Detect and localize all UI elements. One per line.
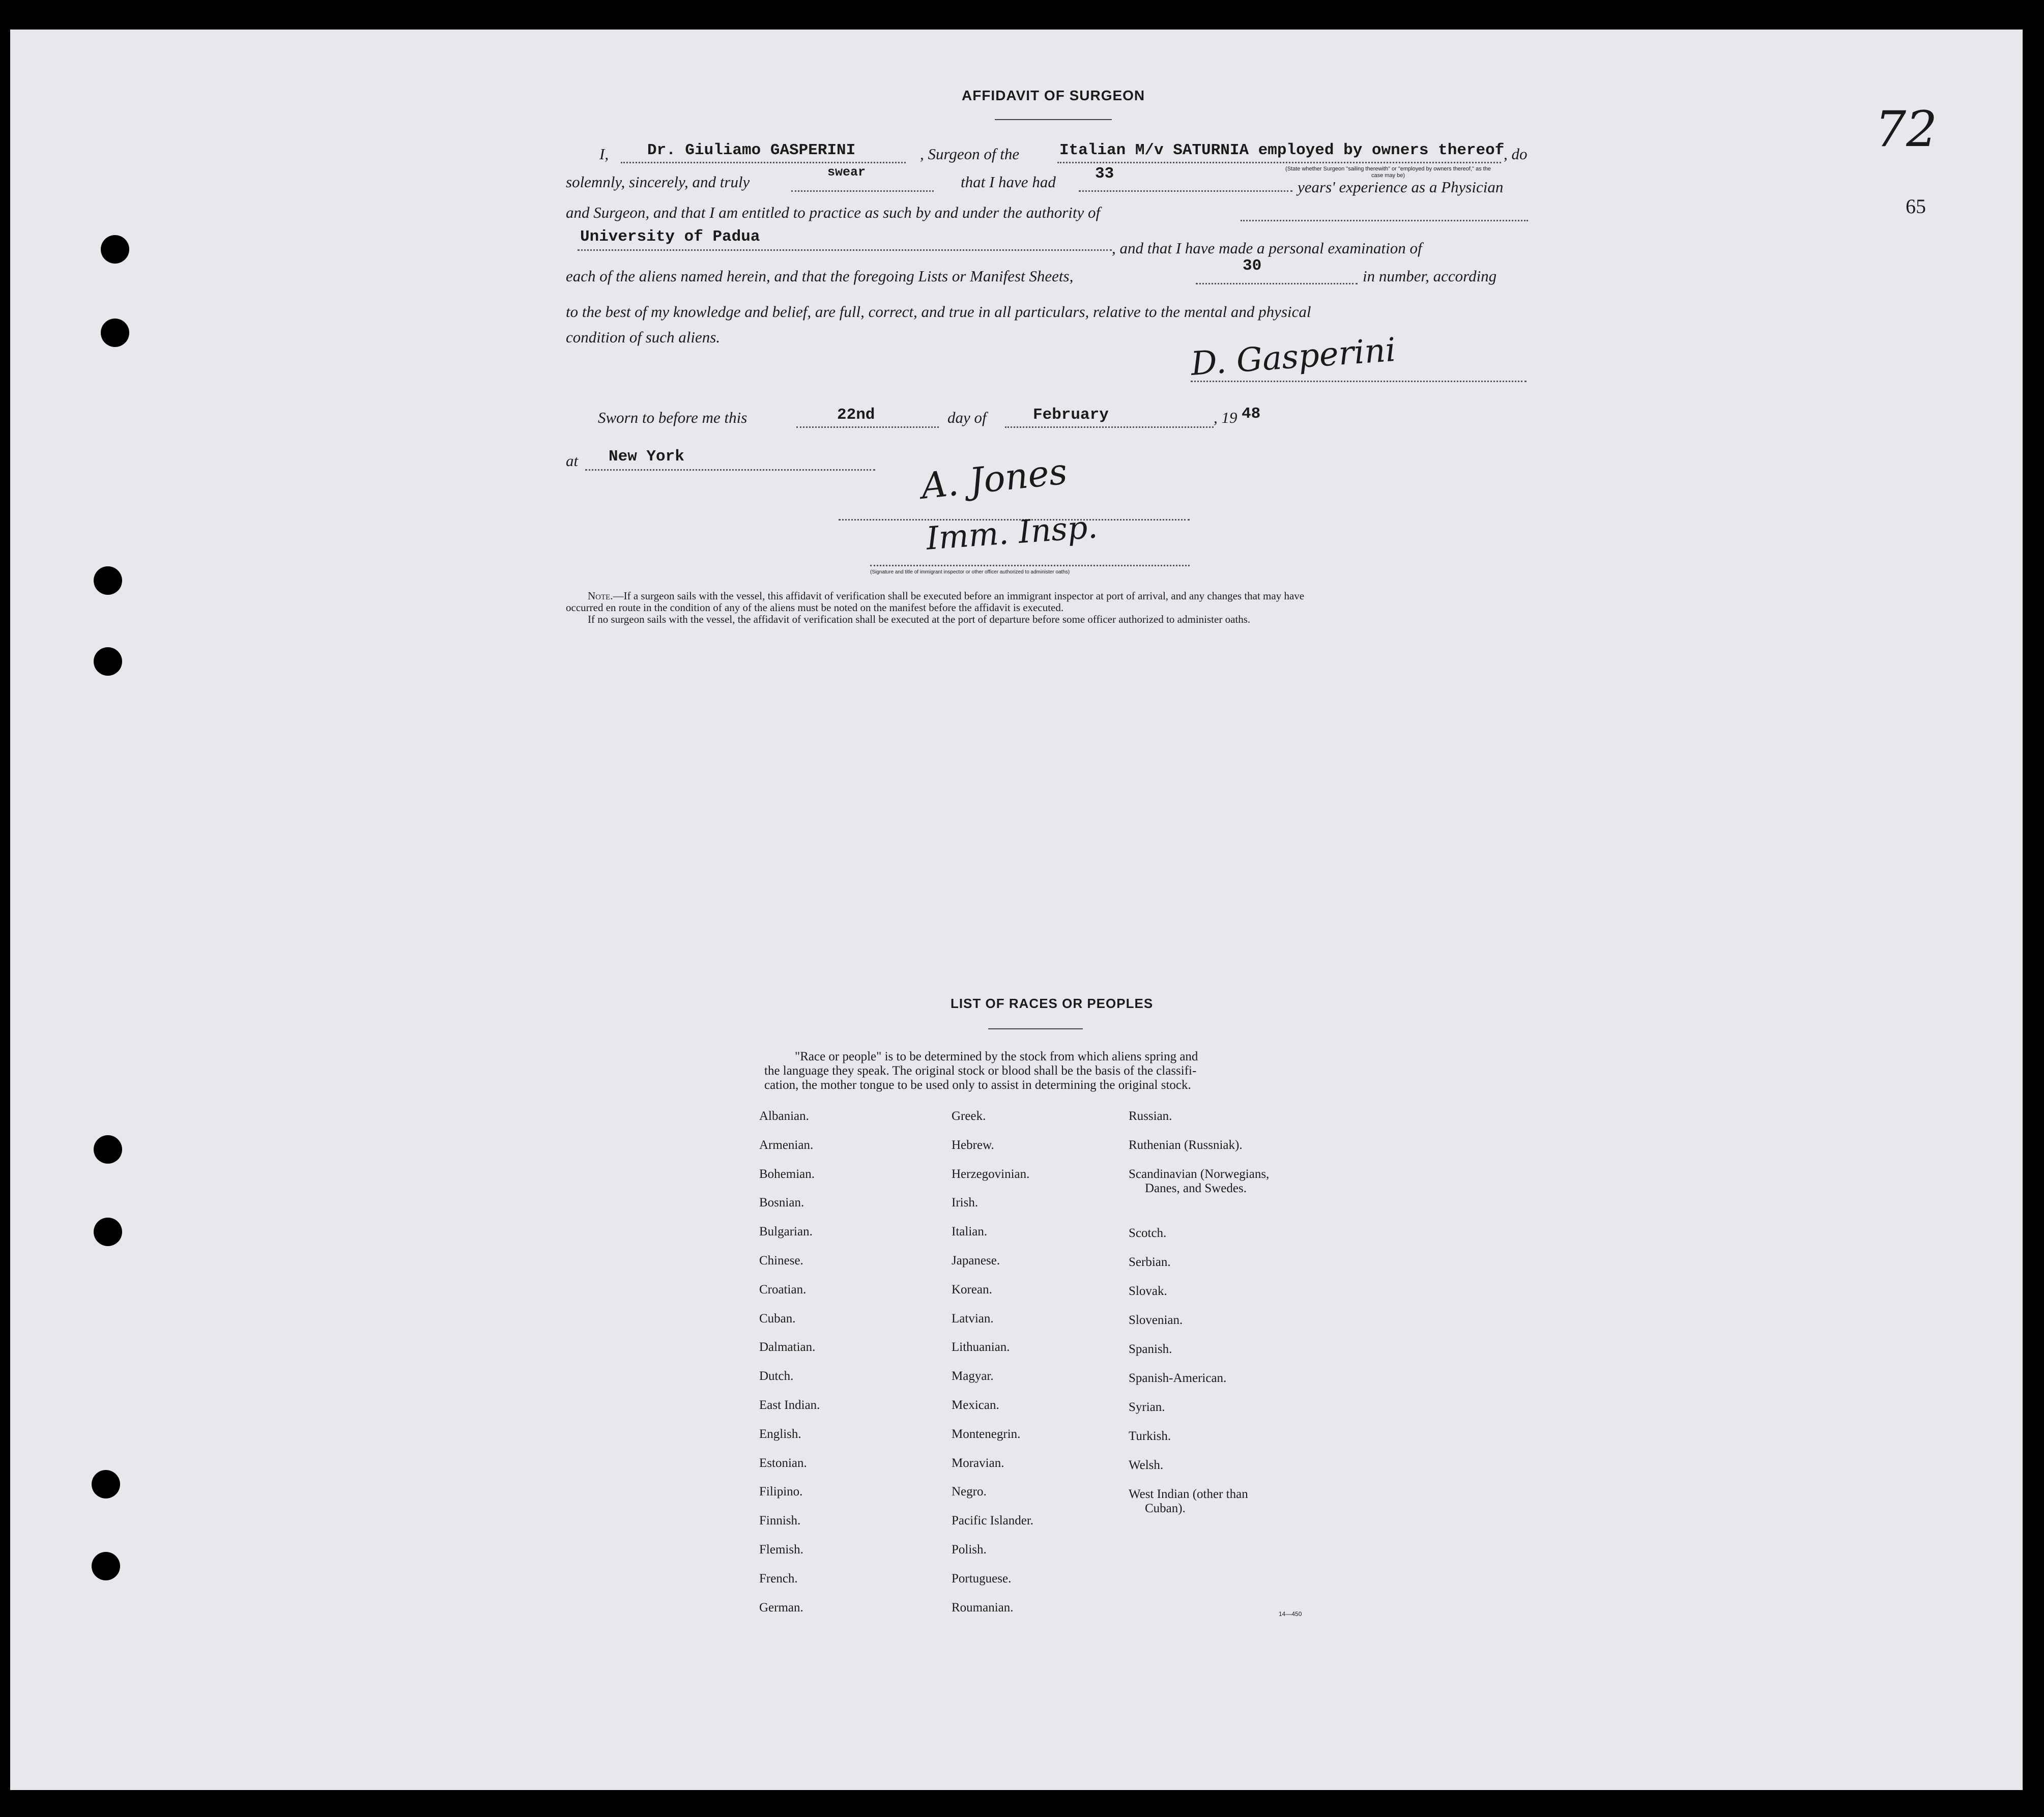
note-line-1	[588, 590, 1304, 602]
surgeon-name: Dr. Giuliamo GASPERINI	[647, 141, 856, 159]
race-item: Spanish.	[1129, 1342, 1172, 1356]
race-item: Finnish.	[759, 1514, 801, 1528]
race-item: Polish.	[952, 1543, 987, 1556]
surgeon-signature-line	[1191, 381, 1527, 382]
line1-mid: , Surgeon of the	[920, 145, 1020, 163]
page-number: 65	[1906, 195, 1926, 218]
race-item: Scotch.	[1129, 1226, 1167, 1240]
sworn-mid: day of	[947, 409, 987, 426]
race-item: Armenian.	[759, 1138, 814, 1152]
race-item: Slovak.	[1129, 1284, 1167, 1298]
race-item: Mexican.	[952, 1398, 999, 1412]
race-item: Russian.	[1129, 1109, 1172, 1123]
note-line-2: occurred en route in the condition of any of the aliens must be noted on the manifest before the affidavit is executed.	[566, 601, 1064, 614]
races-intro-2: the language they speak. The original stock or blood shall be the basis of the classifi-	[764, 1064, 1197, 1078]
race-item: German.	[759, 1600, 803, 1614]
race-item: Serbian.	[1129, 1255, 1171, 1269]
surgeon-signature: D. Gasperini	[1189, 331, 1397, 383]
race-item: East Indian.	[759, 1398, 820, 1412]
authority-end-line	[1241, 220, 1528, 221]
race-item: Roumanian.	[952, 1600, 1014, 1614]
race-item: Estonian.	[759, 1456, 807, 1470]
month-line	[1005, 426, 1214, 428]
punch-hole	[92, 1552, 120, 1580]
race-item: Bohemian.	[759, 1167, 815, 1181]
line3: years' experience as a Physician	[1298, 178, 1504, 196]
race-item: Flemish.	[759, 1543, 803, 1556]
line1-prefix: I,	[599, 145, 609, 163]
race-item: Turkish.	[1129, 1429, 1171, 1443]
authority: University of Padua	[580, 228, 760, 246]
race-item: Syrian.	[1129, 1400, 1165, 1414]
place-line	[585, 469, 875, 471]
note-text-1: —If a surgeon sails with the vessel, this affidavit of verification shall be executed before an immigrant inspector at port of arrival, and any changes that may have	[613, 590, 1305, 602]
officer-line	[870, 565, 1190, 566]
sheets-line	[1196, 283, 1358, 284]
line2-prefix: solemnly, sincerely, and truly	[566, 173, 750, 191]
race-item: Moravian.	[952, 1456, 1004, 1470]
races-intro-3: cation, the mother tongue to be used only to assist in determining the original stock.	[764, 1078, 1191, 1092]
at-place: New York	[609, 448, 684, 466]
race-item: Hebrew.	[952, 1138, 994, 1152]
race-item: Cuban.	[759, 1311, 796, 1325]
sworn-year-prefix: , 19	[1214, 409, 1237, 426]
race-item: Spanish-American.	[1129, 1371, 1227, 1385]
race-item: Japanese.	[952, 1254, 1000, 1267]
sworn-month: February	[1033, 406, 1109, 424]
years-line	[1079, 190, 1292, 192]
punch-hole	[101, 235, 129, 264]
race-item: Bosnian.	[759, 1196, 804, 1210]
race-item: Slovenian.	[1129, 1313, 1183, 1327]
race-item: Irish.	[952, 1196, 978, 1210]
line1-end: , do	[1504, 145, 1528, 163]
oath-line	[791, 190, 934, 192]
inspector-title: Imm. Insp.	[925, 508, 1099, 557]
vessel-note: (State whether Surgeon "sailing therewith" or "employed by owners thereof," as the case may be)	[1285, 166, 1491, 179]
oath: swear	[827, 165, 866, 180]
race-item: Chinese.	[759, 1254, 803, 1267]
sworn-year: 48	[1242, 405, 1261, 423]
race-item: Pacific Islander.	[952, 1514, 1034, 1528]
title-underline	[995, 119, 1112, 120]
race-item: Welsh.	[1129, 1458, 1164, 1472]
punch-hole	[94, 1218, 122, 1246]
race-item: Latvian.	[952, 1311, 994, 1325]
race-item: Montenegrin.	[952, 1427, 1021, 1441]
affidavit-title: AFFIDAVIT OF SURGEON	[962, 88, 1145, 103]
punch-hole	[92, 1470, 120, 1498]
vessel-line	[1057, 162, 1501, 163]
race-item: Filipino.	[759, 1485, 803, 1499]
punch-hole	[94, 647, 122, 676]
line8: condition of such aliens.	[566, 328, 721, 346]
race-item: Lithuanian.	[952, 1340, 1010, 1354]
line7: to the best of my knowledge and belief, are full, correct, and true in all particulars, relative to the mental and physical	[566, 303, 1311, 321]
sheets: 30	[1243, 257, 1262, 275]
officer-caption: (Signature and title of immigrant inspector or other officer authorized to administer oaths)	[870, 569, 1070, 575]
stamp-number: 72	[1875, 101, 1938, 158]
line5-end: , and that I have made a personal examination of	[1112, 239, 1422, 257]
race-item: Dalmatian.	[759, 1340, 816, 1354]
punch-hole	[94, 566, 122, 595]
at-label: at	[566, 452, 579, 470]
inspector-signature: A. Jones	[919, 450, 1070, 507]
race-item: Negro.	[952, 1485, 987, 1499]
vessel-name: Italian M/v SATURNIA employed by owners thereof	[1059, 141, 1505, 159]
day-line	[796, 426, 939, 428]
races-title: LIST OF RACES OR PEOPLES	[951, 996, 1154, 1011]
races-intro-1: "Race or people" is to be determined by the stock from which aliens spring and	[795, 1050, 1198, 1063]
race-item: Ruthenian (Russniak).	[1129, 1138, 1243, 1152]
sworn-prefix: Sworn to before me this	[598, 409, 747, 426]
race-item: Italian.	[952, 1225, 988, 1239]
race-item: Scandinavian (Norwegians, Danes, and Swedes.	[1129, 1167, 1270, 1195]
punch-hole	[94, 1135, 122, 1164]
race-item: English.	[759, 1427, 801, 1441]
race-item: Greek.	[952, 1109, 986, 1123]
race-item: Croatian.	[759, 1282, 807, 1296]
punch-hole	[101, 319, 129, 347]
form-number: 14—450	[1279, 1610, 1302, 1618]
authority-line	[578, 249, 1112, 251]
line6-prefix: each of the aliens named herein, and that the foregoing Lists or Manifest Sheets,	[566, 267, 1074, 285]
race-item: Albanian.	[759, 1109, 809, 1123]
race-item: Bulgarian.	[759, 1225, 813, 1239]
race-item: Magyar.	[952, 1369, 994, 1383]
years: 33	[1095, 165, 1114, 183]
race-item: Korean.	[952, 1282, 992, 1296]
race-item: Dutch.	[759, 1369, 794, 1383]
race-item: French.	[759, 1571, 798, 1585]
races-title-underline	[988, 1028, 1083, 1029]
note-label: Note.	[588, 590, 613, 602]
line4: and Surgeon, and that I am entitled to practice as such by and under the authority of	[566, 204, 1101, 221]
surgeon-name-line	[621, 162, 906, 163]
race-item: Herzegovinian.	[952, 1167, 1030, 1181]
note-line-3: If no surgeon sails with the vessel, the affidavit of verification shall be executed at the port of departure before some officer authorized to administer oaths.	[588, 613, 1251, 625]
sworn-day: 22nd	[837, 406, 875, 424]
race-item: Portuguese.	[952, 1571, 1012, 1585]
line2-mid: that I have had	[961, 173, 1056, 191]
race-item: West Indian (other than Cuban).	[1129, 1487, 1248, 1515]
line6-end: in number, according	[1363, 267, 1497, 285]
